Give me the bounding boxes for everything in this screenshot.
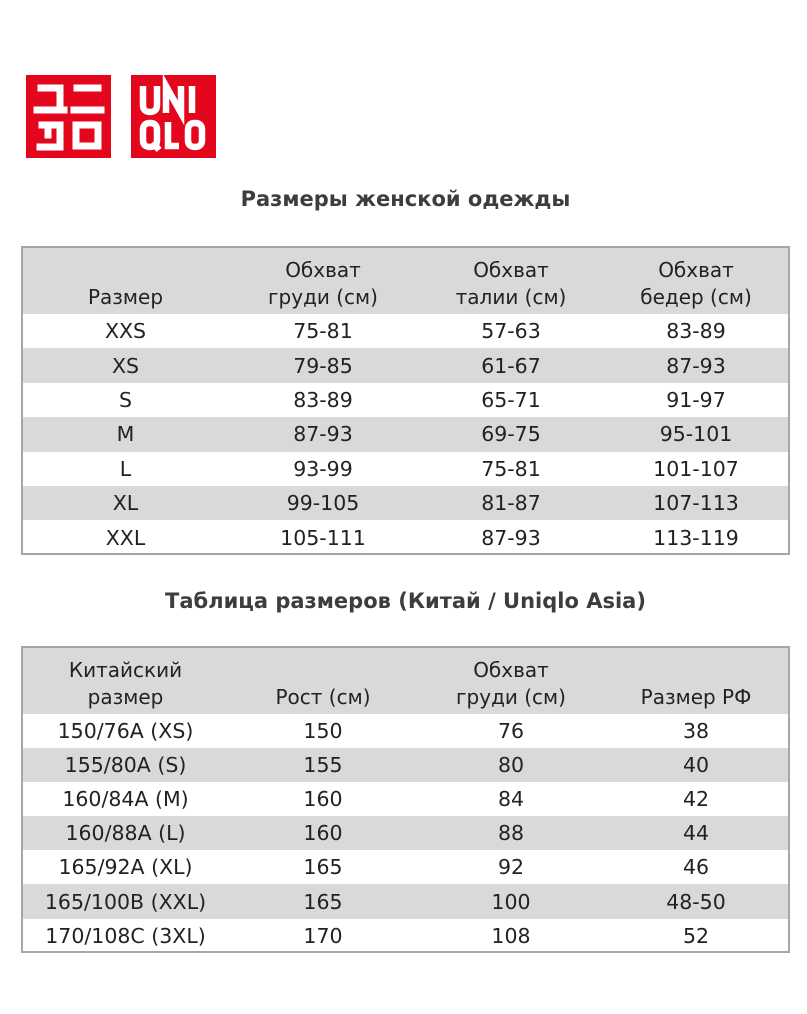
table-row <box>23 417 788 451</box>
table-cell: XXL <box>105 525 146 550</box>
table-cell: 65-71 <box>481 387 541 412</box>
table-cell: 83-89 <box>666 319 726 344</box>
womens-size-table <box>21 246 790 555</box>
table-cell: 92 <box>497 855 525 880</box>
table-row <box>23 486 788 520</box>
china-table-title: Таблица размеров (Китай / Uniqlo Asia) <box>165 589 646 613</box>
column-header: Обхват талии (см) <box>455 258 567 309</box>
table-cell: 93-99 <box>293 456 353 481</box>
table-cell: XL <box>112 491 139 516</box>
china-size-table <box>21 646 790 953</box>
table-cell: 91-97 <box>666 387 726 412</box>
table-cell: 76 <box>497 719 525 744</box>
table-cell: 87-93 <box>293 422 353 447</box>
table-cell: 105-111 <box>280 525 366 550</box>
table-cell: 38 <box>682 719 710 744</box>
table-cell: 40 <box>682 753 710 778</box>
column-header: Обхват груди (см) <box>456 658 566 709</box>
table-row <box>23 348 788 382</box>
table-cell: 170/108C (3XL) <box>45 923 206 948</box>
table-cell: 69-75 <box>481 422 541 447</box>
table-cell: 61-67 <box>481 353 541 378</box>
table-cell: 101-107 <box>653 456 739 481</box>
table-cell: 113-119 <box>653 525 739 550</box>
table-row <box>23 816 788 850</box>
table-cell: 95-101 <box>659 422 733 447</box>
womens-table-title: Размеры женской одежды <box>240 187 571 211</box>
table-cell: S <box>118 387 132 412</box>
table-cell: 99-105 <box>286 491 360 516</box>
table-cell: 155 <box>303 753 343 778</box>
table-row <box>23 714 788 748</box>
table-cell: 160 <box>303 787 343 812</box>
column-header: Размер <box>87 285 164 309</box>
table-cell: 160/88A (L) <box>65 821 186 846</box>
table-cell: 57-63 <box>481 319 541 344</box>
table-cell: 108 <box>491 923 531 948</box>
column-header: Обхват бедер (см) <box>640 258 752 309</box>
table-cell: L <box>119 456 132 481</box>
table-cell: 75-81 <box>481 456 541 481</box>
table-cell: 160 <box>303 821 343 846</box>
table-cell: 84 <box>497 787 525 812</box>
table-header-row <box>23 648 788 714</box>
column-header: Обхват груди (см) <box>268 258 378 309</box>
table-row <box>23 919 788 953</box>
table-cell: 46 <box>682 855 710 880</box>
table-cell: 80 <box>497 753 525 778</box>
table-row <box>23 452 788 486</box>
column-header: Китайский размер <box>68 658 183 709</box>
table-cell: XXS <box>104 319 147 344</box>
column-header: Рост (см) <box>275 685 371 709</box>
table-cell: 81-87 <box>481 491 541 516</box>
table-row <box>23 314 788 348</box>
uniqlo-katakana-logo <box>26 75 111 158</box>
table-cell: 87-93 <box>481 525 541 550</box>
table-cell: 87-93 <box>666 353 726 378</box>
table-row <box>23 383 788 417</box>
table-cell: 170 <box>303 923 343 948</box>
table-header-row <box>23 248 788 314</box>
table-cell: 107-113 <box>653 491 739 516</box>
table-cell: 165/92A (XL) <box>58 855 193 880</box>
table-cell: 160/84A (M) <box>62 787 189 812</box>
table-row <box>23 748 788 782</box>
table-row <box>23 520 788 554</box>
uniqlo-latin-logo <box>131 75 216 158</box>
table-cell: 165 <box>303 855 343 880</box>
table-cell: 88 <box>497 821 525 846</box>
table-cell: 52 <box>682 923 710 948</box>
table-cell: 75-81 <box>293 319 353 344</box>
table-cell: 100 <box>491 889 531 914</box>
table-cell: 155/80A (S) <box>64 753 187 778</box>
table-cell: 150/76A (XS) <box>57 719 194 744</box>
table-row <box>23 850 788 884</box>
table-cell: 165 <box>303 889 343 914</box>
table-cell: 150 <box>303 719 343 744</box>
table-cell: 42 <box>682 787 710 812</box>
table-cell: 48-50 <box>666 889 726 914</box>
table-row <box>23 884 788 918</box>
table-cell: XS <box>111 353 140 378</box>
column-header: Размер РФ <box>640 685 752 709</box>
table-cell: 79-85 <box>293 353 353 378</box>
table-row <box>23 782 788 816</box>
table-cell: 83-89 <box>293 387 353 412</box>
table-cell: 165/100B (XXL) <box>44 889 207 914</box>
table-cell: 44 <box>682 821 710 846</box>
table-cell: M <box>116 422 135 447</box>
